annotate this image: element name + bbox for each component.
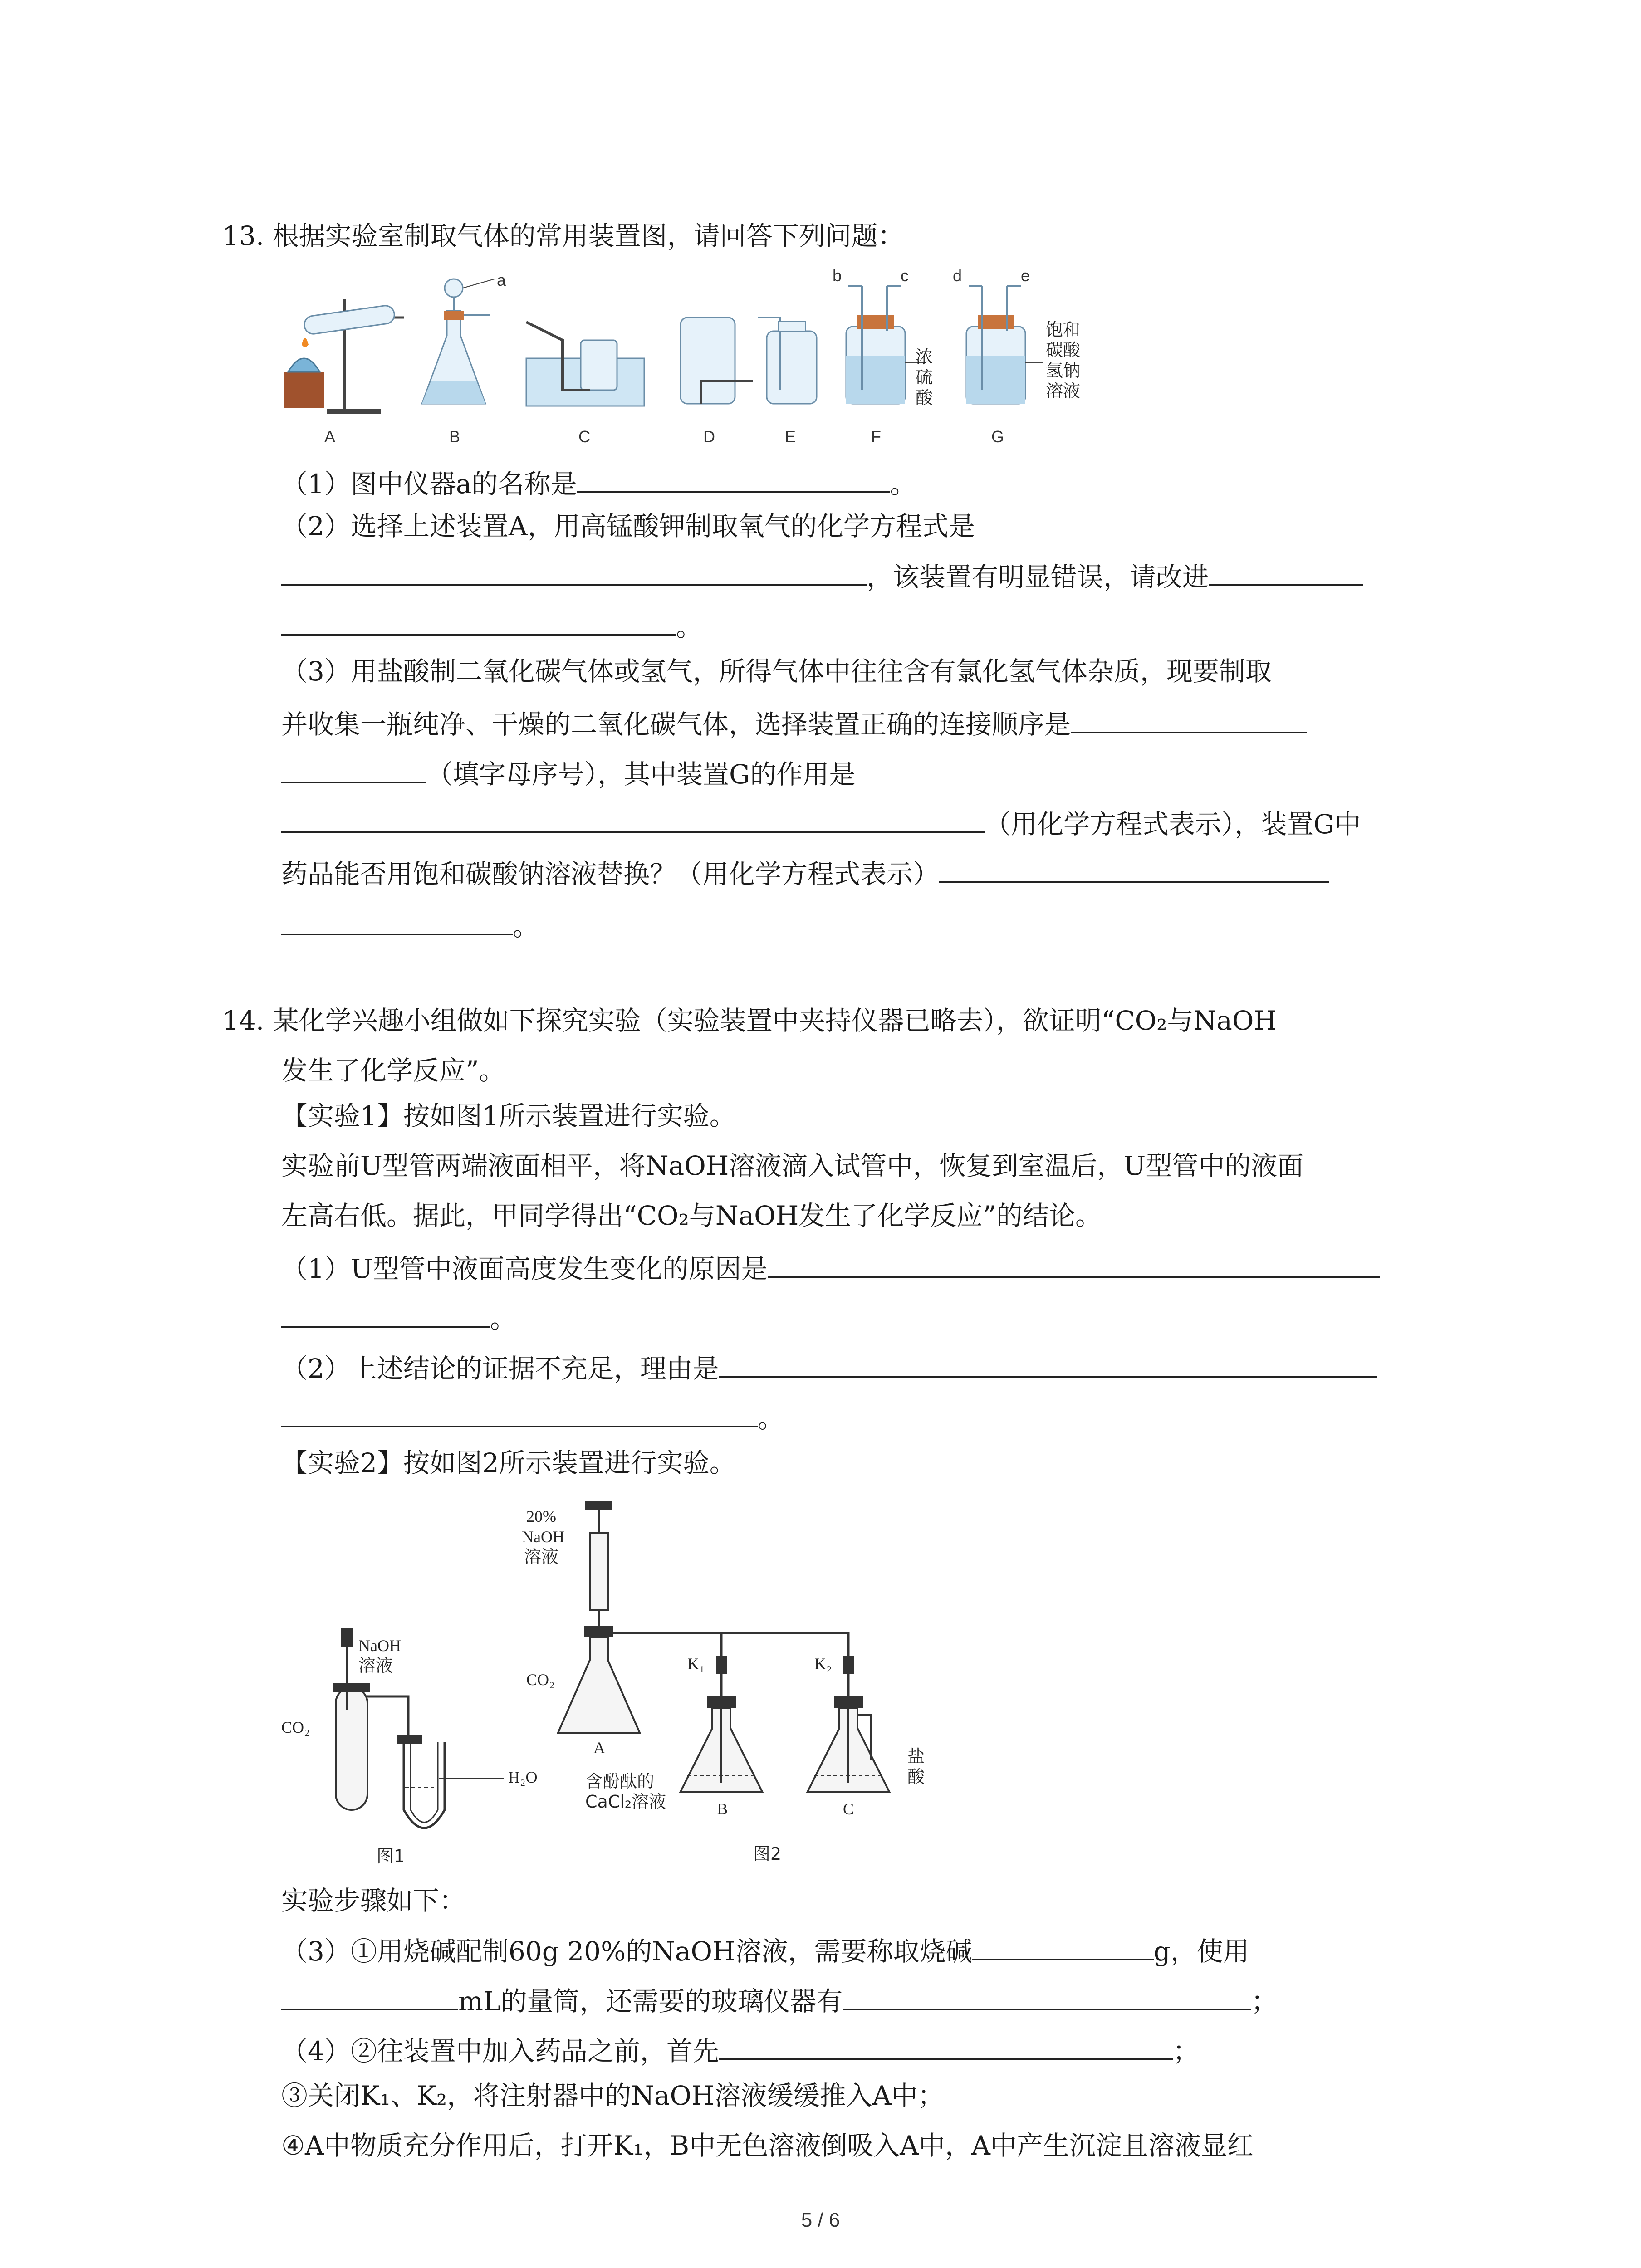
q13-answer-blank-7[interactable]: [281, 805, 985, 833]
q13-answer-blank-5[interactable]: [1071, 705, 1307, 733]
label-a-port: a: [497, 271, 506, 289]
q14-answer-blank-1[interactable]: [768, 1250, 1380, 1278]
q13-part3d-text: （用化学方程式表示），装置G中: [985, 809, 1361, 840]
q13-apparatus-figure: [272, 268, 1134, 454]
apparatus-f: [846, 286, 926, 404]
q14-part2-end: 。: [758, 1403, 784, 1434]
label-e-port: e: [1021, 268, 1030, 285]
fig2-co2-label: CO₂: [526, 1671, 555, 1689]
q14-step4: ④A中物质充分作用后，打开K₁，B中无色溶液倒吸入A中，A中产生沉淀且溶液显红: [281, 2130, 1254, 2161]
q14-part1-end: 。: [490, 1303, 517, 1334]
caption-a: A: [324, 427, 336, 446]
fig2-k1-label: K₁: [687, 1655, 705, 1673]
q13-part2-line2: [281, 558, 1363, 595]
q13-answer-blank-8[interactable]: [939, 855, 1329, 883]
fig2-pct-label: 20%: [526, 1507, 556, 1525]
fig1-co2-label: CO₂: [281, 1718, 310, 1736]
q14-part4-end: ；: [1172, 2036, 1199, 2067]
q14-part3a-unit: g，使用: [1153, 1936, 1249, 1967]
q13-part3c-text: （填字母序号），其中装置G的作用是: [426, 759, 856, 790]
q13-part3-line4: [281, 805, 1361, 842]
q13-part1: [281, 465, 916, 502]
fig2-acid-label-2: 酸: [907, 1767, 925, 1787]
q14-steps-heading: 实验步骤如下：: [281, 1885, 466, 1916]
q14-answer-blank-4[interactable]: [281, 1399, 758, 1427]
q14-part2-line2: [281, 1399, 784, 1437]
q13-part1-end: 。: [890, 469, 916, 499]
fig2-c-label: C: [843, 1800, 854, 1818]
q14-part3b-text: mL的量筒，还需要的玻璃仪器有: [458, 1986, 843, 2017]
apparatus-g: [966, 286, 1043, 404]
fig2-k2-label: K₂: [814, 1655, 832, 1673]
caption-d: D: [703, 427, 715, 446]
q13-answer-blank-1[interactable]: [577, 465, 890, 493]
q13-answer-blank-4[interactable]: [281, 608, 676, 636]
q13-stem: 13. 根据实验室制取气体的常用装置图，请回答下列问题：: [222, 220, 904, 251]
q13-part2b-text: ，该装置有明显错误，请改进: [867, 562, 1209, 592]
q13-part3-end: 。: [513, 911, 539, 942]
q14-part1: [281, 1250, 1380, 1287]
q14-exp1-desc-line1: 实验前U型管两端液面相平，将NaOH溶液滴入试管中，恢复到室温后，U型管中的液面: [281, 1150, 1304, 1181]
q13-part3e-text: 药品能否用饱和碳酸钠溶液替换？（用化学方程式表示）: [281, 859, 940, 890]
apparatus-a: [284, 299, 404, 414]
apparatus-b: [422, 279, 495, 404]
q14-part3b-end: ；: [1251, 1986, 1278, 2017]
q13-part2-line3: [281, 608, 702, 645]
g-reagent-3: 氢钠: [1046, 361, 1081, 381]
q13-answer-blank-2[interactable]: [281, 558, 867, 586]
q14-part1-line2: [281, 1300, 516, 1337]
fig1-naoh-label: NaOH: [358, 1637, 401, 1655]
q13-part3-line3: [281, 755, 855, 792]
fig2-cacl-label-1: 含酚酞的: [585, 1771, 655, 1791]
q13-part3-line2: [281, 705, 1307, 743]
q13-part1-text: （1）图中仪器a的名称是: [281, 469, 577, 499]
q14-part2: [281, 1349, 1377, 1387]
apparatus-e: [758, 318, 817, 404]
fig1-naoh-label-2: 溶液: [358, 1656, 393, 1676]
label-d-port: d: [953, 268, 962, 285]
q14-exp1-heading: 【实验1】按如图1所示装置进行实验。: [281, 1100, 736, 1131]
g-reagent-2: 碳酸: [1046, 340, 1081, 360]
q14-answer-blank-3[interactable]: [719, 1349, 1377, 1378]
q14-part3-line1: [281, 1932, 1249, 1970]
q14-answer-blank-6[interactable]: [281, 1982, 458, 2010]
apparatus-d: [681, 318, 753, 404]
q13-part2: （2）选择上述装置A，用高锰酸钾制取氧气的化学方程式是: [281, 511, 975, 542]
caption-f: F: [871, 427, 881, 446]
q13-answer-blank-9[interactable]: [281, 907, 513, 935]
f-reagent-2: 硫: [916, 367, 933, 387]
caption-c: C: [578, 427, 590, 446]
g-reagent-1: 饱和: [1046, 320, 1081, 340]
fig2-acid-label-1: 盐: [907, 1746, 925, 1766]
q14-part1-text: （1）U型管中液面高度发生变化的原因是: [281, 1253, 768, 1284]
caption-g: G: [991, 427, 1004, 446]
q14-exp2-heading: 【实验2】按如图2所示装置进行实验。: [281, 1447, 736, 1478]
q14-exp1-desc-line2: 左高右低。据此，甲同学得出“CO₂与NaOH发生了化学反应”的结论。: [281, 1200, 1102, 1231]
q14-step3: ③关闭K₁、K₂，将注射器中的NaOH溶液缓缓推入A中；: [281, 2080, 944, 2111]
q14-figures: [272, 1497, 953, 1869]
fig2-b-label: B: [717, 1800, 728, 1818]
f-reagent-1: 浓: [916, 347, 933, 367]
page-number: 5 / 6: [801, 2209, 840, 2231]
fig2-naoh-label: NaOH: [522, 1528, 564, 1546]
q14-part2-text: （2）上述结论的证据不充足，理由是: [281, 1353, 719, 1384]
caption-b: B: [449, 427, 460, 446]
label-c-port: c: [901, 268, 909, 285]
q13-part2-end: 。: [676, 611, 703, 642]
figure-2: [522, 1501, 925, 1864]
fig1-caption: 图1: [377, 1846, 405, 1866]
fig1-h2o-label: H₂O: [508, 1768, 538, 1786]
q13-part3-line6: [281, 907, 539, 944]
q14-answer-blank-2[interactable]: [281, 1300, 490, 1328]
q14-answer-blank-7[interactable]: [843, 1982, 1251, 2010]
fig2-cacl-label-2: CaCl₂溶液: [585, 1792, 666, 1812]
q14-answer-blank-5[interactable]: [972, 1932, 1154, 1960]
fig2-caption: 图2: [753, 1844, 782, 1864]
label-b-port: b: [833, 268, 842, 285]
fig2-naoh-label-2: 溶液: [524, 1547, 559, 1567]
q14-answer-blank-8[interactable]: [719, 2032, 1173, 2060]
q13-part3b-text: 并收集一瓶纯净、干燥的二氧化碳气体，选择装置正确的连接顺序是: [281, 709, 1071, 740]
figure-1: [281, 1628, 538, 1866]
q14-part4-text: （4）②往装置中加入药品之前，首先: [281, 2036, 719, 2067]
q13-answer-blank-6[interactable]: [281, 755, 426, 783]
q14-stem-line1: 14. 某化学兴趣小组做如下探究实验（实验装置中夹持仪器已略去），欲证明“CO₂与NaOH: [222, 1005, 1277, 1036]
q13-part3-line1: （3）用盐酸制二氧化碳气体或氢气，所得气体中往往含有氯化氢气体杂质，现要制取: [281, 656, 1272, 687]
fig2-a-label: A: [593, 1739, 605, 1757]
g-reagent-4: 溶液: [1046, 381, 1081, 401]
q14-part3-line2: [281, 1982, 1278, 2019]
f-reagent-3: 酸: [916, 388, 933, 408]
q13-part3-line5: [281, 855, 1329, 892]
apparatus-c: [526, 322, 644, 406]
q14-part3a-text: （3）①用烧碱配制60g 20%的NaOH溶液，需要称取烧碱: [281, 1936, 972, 1967]
caption-e: E: [785, 427, 796, 446]
q14-part4: [281, 2032, 1199, 2069]
q14-stem-line2: 发生了化学反应”。: [281, 1055, 505, 1086]
q13-answer-blank-3[interactable]: [1209, 558, 1363, 586]
